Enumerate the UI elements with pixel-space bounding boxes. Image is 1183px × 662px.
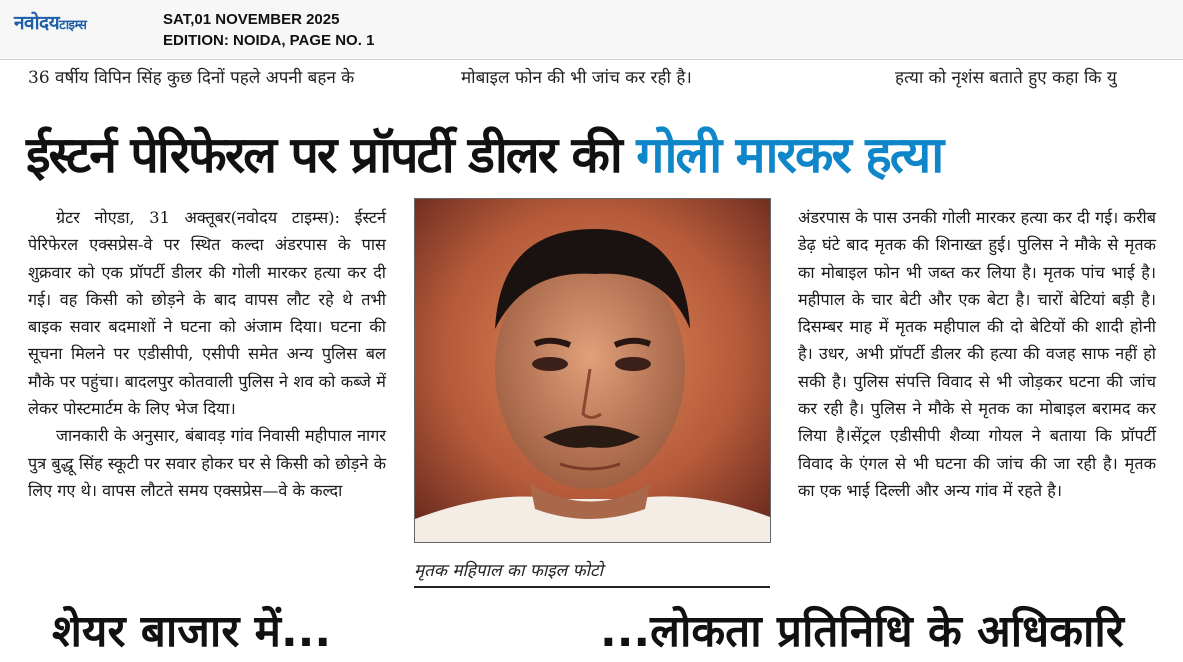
headline-black-part: ईस्टर्न पेरिफेरल पर प्रॉपर्टी डीलर की — [26, 126, 637, 184]
article-column-2 — [798, 204, 1156, 504]
epaper-header — [0, 0, 1183, 60]
previous-article-line-1: 36 वर्षीय विपिन सिंह कुछ दिनों पहले अपनी बहन के — [28, 68, 355, 88]
article-headline — [26, 124, 1166, 186]
next-headline-1: शेयर बाजार में... — [52, 606, 332, 657]
logo-main-text: नवोदय — [14, 12, 60, 34]
photo-caption: मृतक महिपाल का फाइल फोटो — [414, 561, 604, 581]
edition-page: EDITION: NOIDA, PAGE NO. 1 — [163, 32, 375, 49]
next-headline-2: ...लोकता प्रतिनिधि के अधिकारि — [600, 606, 1124, 657]
newspaper-logo[interactable] — [14, 9, 86, 35]
previous-article-line-2: मोबाइल फोन की भी जांच कर रही है। — [461, 68, 692, 88]
article-column-1 — [28, 204, 386, 504]
victim-photo — [414, 198, 771, 543]
issue-date: SAT,01 NOVEMBER 2025 — [163, 11, 340, 28]
logo-small-text: टाइम्स — [59, 18, 87, 33]
article-paragraph-1: ग्रेटर नोएडा, 31 अक्तूबर(नवोदय टाइम्स): ईस्टर्न पेरिफेरल एक्सप्रेस-वे पर स्थित कल्दा अंडरपास के पास शुक्रवार को एक प्रॉपर्टी डीलर की गोली मारकर हत्या कर दी गई। वह किसी को छोड़ने के बाद वापस लौट रहे थे तभी बाइक सवार बदमाशों ने घटना को अंजाम दिया। घटना की सूचना मिलने पर एडीसीपी, एसीपी समेत अन्य पुलिस बल मौके पर पहुंचा। बादलपुर कोतवाली पुलिस ने शव को कब्जे में लेकर पोस्टमार्टम के लिए भेज दिया। — [28, 208, 386, 419]
next-article-strip — [0, 600, 1183, 657]
edition-info — [163, 9, 374, 51]
previous-article-line-3: हत्या को नृशंस बताते हुए कहा कि यु — [895, 68, 1117, 88]
caption-divider — [414, 586, 770, 588]
portrait-image — [415, 199, 770, 542]
headline-blue-part: गोली मारकर हत्या — [636, 126, 943, 184]
article-paragraph-3: अंडरपास के पास उनकी गोली मारकर हत्या कर दी गई। करीब डेढ़ घंटे बाद मृतक की शिनाख्त हुई। पुलिस ने मौके से मृतक का मोबाइल फोन भी जब्त कर लिया है। मृतक पांच भाई है। महीपाल के चार बेटी और एक बेटा है। चारों बेटियां बड़ी है। दिसम्बर माह में मृतक महीपाल की दो बेटियों की शादी होनी है। उधर, अभी प्रॉपर्टी डीलर की हत्या की वजह साफ नहीं हो सकी है। पुलिस संपत्ति विवाद से भी जोड़कर घटना की जांच कर रही है। पुलिस ने मौके से मृतक का मोबाइल बरामद कर लिया है।सेंट्रल एडीसीपी शैव्या गोयल ने बताया कि प्रॉपर्टी विवाद के एंगल से भी घटना की जांच की जा रही है। मृतक का एक भाई दिल्ली और अन्य गांव में रहते है। — [798, 208, 1156, 500]
article-paragraph-2: जानकारी के अनुसार, बंबावड़ गांव निवासी महीपाल नागर पुत्र बुद्धू सिंह स्कूटी पर सवार होकर घर से किसी को छोड़ने के लिए गए थे। वापस लौटते समय एक्सप्रेस—वे के कल्दा — [28, 426, 386, 500]
